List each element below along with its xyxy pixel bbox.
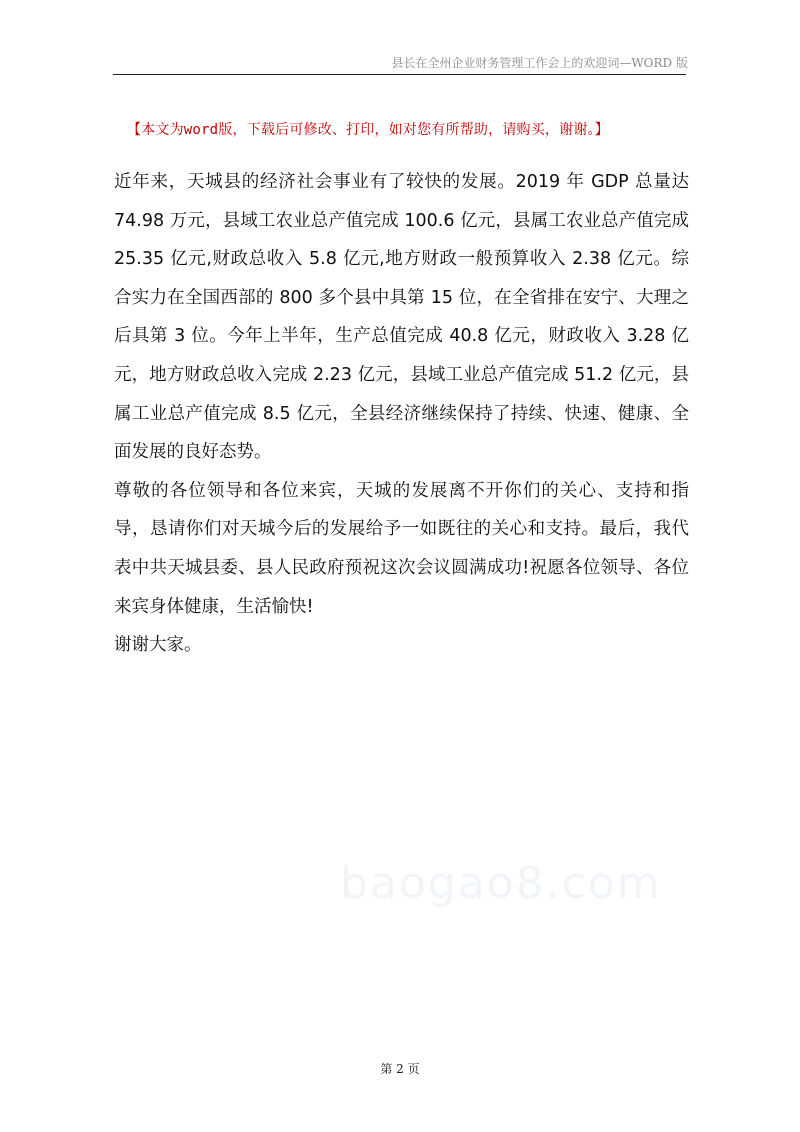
page-number: 第 2 页	[380, 1062, 420, 1076]
header-divider	[113, 74, 686, 75]
paragraph-closing: 谢谢大家。	[114, 635, 202, 656]
page-header-title: 县长在全州企业财务管理工作会上的欢迎词—WORD 版	[391, 56, 688, 70]
paragraph-thanks-guests: 尊敬的各位领导和各位来宾，天城的发展离不开你们的关心、支持和指导，恳请你们对天城今后的发展给予一如既往的关心和支持。最后，我代表中共天城县委、县人民政府预祝这次会议圆满成功!祝愿各位领导、各位来宾身体健康，生活愉快!	[114, 480, 689, 617]
paragraph-economy: 近年来，天城县的经济社会事业有了较快的发展。2019 年 GDP 总量达 74.98 万元，县域工农业总产值完成 100.6 亿元，县属工农业总产值完成 25.35 亿元,财政总收入 5.8 亿元,地方财政一般预算收入 2.38 亿元。综合实力在全国西部的 800 多个县中具第 15 位，在全省排在安宁、大理之后具第 3 位。今年上半年，生产总值完成 40.8 亿元，财政收入 3.28 亿元，地方财政总收入完成 2.23 亿元，县域工业总产值完成 51.2 亿元，县属工业总产值完成 8.5 亿元，全县经济继续保持了持续、快速、健康、全面发展的良好态势。	[114, 172, 689, 463]
document-body	[114, 163, 689, 665]
watermark: baogao8.com	[340, 858, 662, 909]
download-notice: 【本文为word版，下载后可修改、打印，如对您有所帮助，请购买，谢谢。】	[127, 122, 609, 138]
